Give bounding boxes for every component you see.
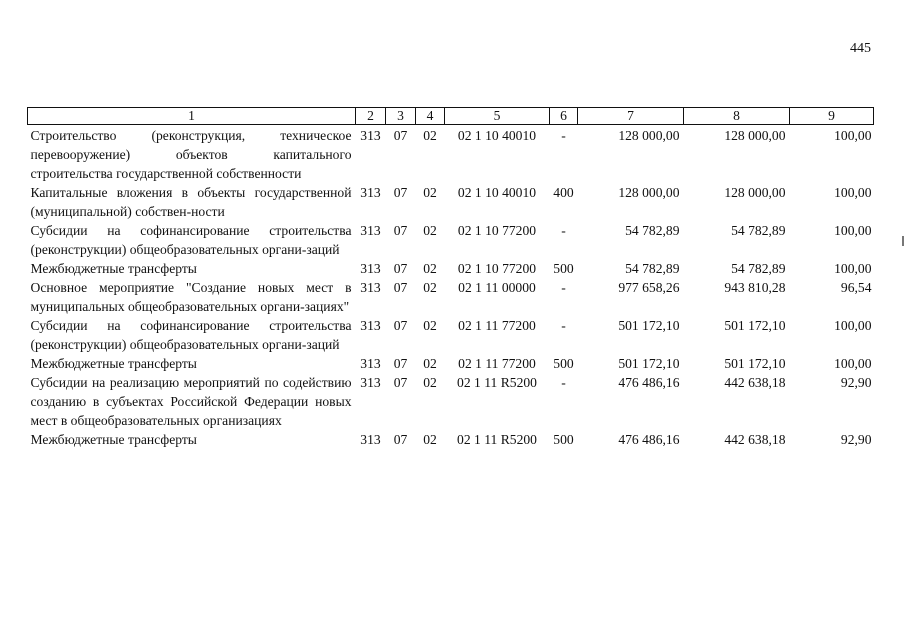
row-col4: 02 xyxy=(423,261,437,276)
table-body xyxy=(28,125,874,450)
row-percent: 100,00 xyxy=(834,223,872,238)
header-cell-7: 7 xyxy=(578,108,684,125)
row-col4: 02 xyxy=(423,185,437,200)
header-cell-4: 4 xyxy=(416,108,445,125)
row-actual-amount: 128 000,00 xyxy=(724,185,786,200)
row-code: 02 1 11 77200 xyxy=(458,318,536,333)
row-code: 02 1 11 R5200 xyxy=(457,432,537,447)
row-col4: 02 xyxy=(423,318,437,333)
row-plan-amount: 476 486,16 xyxy=(618,375,680,390)
row-actual-amount: 442 638,18 xyxy=(724,375,786,390)
row-col2: 313 xyxy=(360,318,381,333)
row-col4: 02 xyxy=(423,128,437,143)
header-row xyxy=(28,108,874,125)
row-code: 02 1 10 77200 xyxy=(457,223,537,238)
row-name: Строительство (реконструкция, техническое перевооружение) объектов капитального строительства государственной собственности xyxy=(30,128,352,181)
scan-edge-mark xyxy=(902,236,904,246)
row-plan-amount: 128 000,00 xyxy=(618,128,680,143)
row-percent: 100,00 xyxy=(834,261,872,276)
row-name: Капитальные вложения в объекты государственной (муниципальной) собствен-ности xyxy=(30,185,352,219)
row-col3: 07 xyxy=(393,280,408,295)
table-row xyxy=(28,278,874,316)
row-plan-amount: 54 782,89 xyxy=(625,261,680,276)
row-col3: 07 xyxy=(393,318,408,333)
table-row xyxy=(28,430,874,449)
header-cell-2: 2 xyxy=(356,108,386,125)
table-header xyxy=(28,108,874,125)
row-col6: - xyxy=(561,318,566,333)
row-col2: 313 xyxy=(360,128,381,143)
row-plan-amount: 54 782,89 xyxy=(625,223,680,238)
row-col3: 07 xyxy=(393,185,408,200)
row-col6: 500 xyxy=(553,432,574,447)
row-col6: - xyxy=(561,223,566,238)
table-row xyxy=(28,125,874,184)
table-row xyxy=(28,373,874,430)
row-col6: - xyxy=(561,128,566,143)
row-plan-amount: 501 172,10 xyxy=(618,318,680,333)
row-col3: 07 xyxy=(393,223,408,238)
row-col4: 02 xyxy=(423,223,437,238)
header-cell-8: 8 xyxy=(684,108,790,125)
table-row xyxy=(28,183,874,221)
row-col6: 500 xyxy=(553,261,574,276)
header-cell-1: 1 xyxy=(28,108,356,125)
row-code: 02 1 11 R5200 xyxy=(457,375,537,390)
row-name: Субсидии на софинансирование строительства (реконструкции) общеобразовательных органи-заций xyxy=(30,223,352,257)
page-number: 445 xyxy=(850,41,871,56)
row-plan-amount: 128 000,00 xyxy=(618,185,680,200)
row-col2: 313 xyxy=(360,261,381,276)
row-percent: 100,00 xyxy=(834,356,872,371)
row-name: Субсидии на реализацию мероприятий по содействию созданию в субъектах Российской Федерации новых мест в общеобразовательных организациях xyxy=(30,375,352,428)
header-cell-5: 5 xyxy=(445,108,550,125)
row-name: Межбюджетные трансферты xyxy=(30,432,197,447)
row-col6: 500 xyxy=(553,356,574,371)
budget-table xyxy=(27,107,874,449)
row-col2: 313 xyxy=(360,356,381,371)
row-name: Межбюджетные трансферты xyxy=(30,261,197,276)
row-actual-amount: 54 782,89 xyxy=(731,223,786,238)
row-percent: 92,90 xyxy=(840,432,872,447)
row-actual-amount: 128 000,00 xyxy=(724,128,786,143)
row-col4: 02 xyxy=(423,432,437,447)
row-plan-amount: 476 486,16 xyxy=(618,432,680,447)
row-code: 02 1 10 40010 xyxy=(457,185,537,200)
row-col4: 02 xyxy=(423,356,437,371)
table-row xyxy=(28,354,874,373)
row-col6: 400 xyxy=(553,185,574,200)
row-col6: - xyxy=(561,375,566,390)
row-plan-amount: 501 172,10 xyxy=(618,356,680,371)
row-col4: 02 xyxy=(423,375,437,390)
row-actual-amount: 54 782,89 xyxy=(731,261,786,276)
row-actual-amount: 442 638,18 xyxy=(724,432,786,447)
row-code: 02 1 10 40010 xyxy=(457,128,537,143)
row-col2: 313 xyxy=(360,223,381,238)
row-col3: 07 xyxy=(393,128,408,143)
row-percent: 100,00 xyxy=(834,128,872,143)
row-col2: 313 xyxy=(360,375,381,390)
row-name: Межбюджетные трансферты xyxy=(30,356,197,371)
row-col4: 02 xyxy=(423,280,437,295)
table-row xyxy=(28,316,874,354)
header-cell-9: 9 xyxy=(790,108,874,125)
row-col3: 07 xyxy=(393,261,408,276)
row-col3: 07 xyxy=(393,375,408,390)
row-col2: 313 xyxy=(360,185,381,200)
row-name: Субсидии на софинансирование строительства (реконструкции) общеобразовательных органи-заций xyxy=(30,318,352,352)
row-percent: 92,90 xyxy=(840,375,872,390)
row-col3: 07 xyxy=(393,356,408,371)
row-col3: 07 xyxy=(393,432,408,447)
budget-table-container xyxy=(27,107,873,449)
header-cell-3: 3 xyxy=(386,108,416,125)
row-col2: 313 xyxy=(360,432,381,447)
row-col6: - xyxy=(561,280,566,295)
row-actual-amount: 943 810,28 xyxy=(724,280,786,295)
row-percent: 96,54 xyxy=(840,280,872,295)
row-percent: 100,00 xyxy=(834,185,872,200)
row-code: 02 1 10 77200 xyxy=(457,261,537,276)
table-row xyxy=(28,221,874,259)
row-actual-amount: 501 172,10 xyxy=(724,318,786,333)
row-col2: 313 xyxy=(360,280,381,295)
row-name: Основное мероприятие "Создание новых мест в муниципальных общеобразовательных органи-зациях" xyxy=(30,280,352,314)
row-actual-amount: 501 172,10 xyxy=(724,356,786,371)
header-cell-6: 6 xyxy=(550,108,578,125)
table-row xyxy=(28,259,874,278)
row-plan-amount: 977 658,26 xyxy=(618,280,680,295)
row-code: 02 1 11 00000 xyxy=(458,280,536,295)
row-code: 02 1 11 77200 xyxy=(458,356,536,371)
row-percent: 100,00 xyxy=(834,318,872,333)
